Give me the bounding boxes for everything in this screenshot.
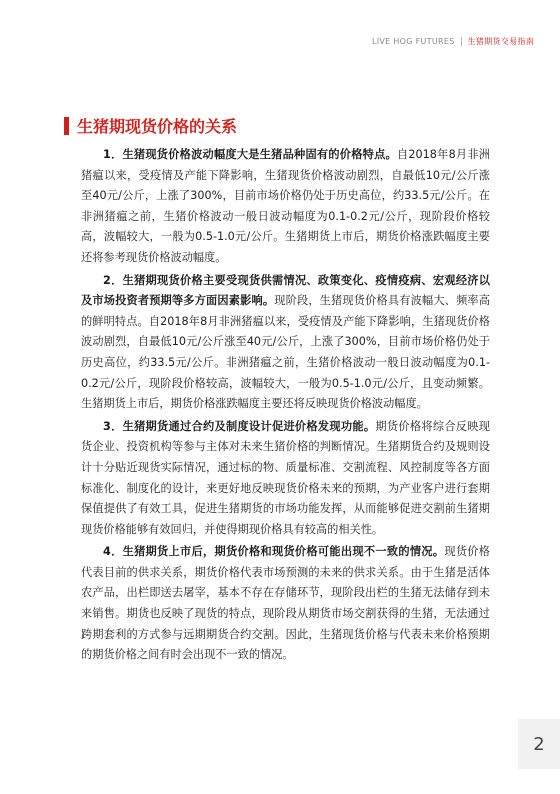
paragraph-1 — [81, 145, 490, 269]
paragraph-4-text: 现货价格代表目前的供求关系，期货价格代表市场预测的未来的供求关系。由于生猪是活体农产品，出栏即送去屠宰，基本不存在存储环节，现阶段出栏的生猪无法储存到未来销售。期货也反映了现货的特点，现阶段从期货市场交割获得的生猪，无法通过跨期套利的方式参与远期期货合约交割。因此，生猪现货价格与代表未来价格预期的期货价格之间有时会出现不一致的情况。 — [81, 545, 490, 662]
paragraph-3-text: 期货价格将综合反映现货企业、投资机构等参与主体对未来生猪价格的判断情况。生猪期货合约及规则设计十分贴近现货实际情况，通过标的物、质量标准、交割流程、风控制度等各方面标准化、制度化的设计，来更好地反映现货价格未来的预期，为产业客户进行套期保值提供了有效工具，促进生猪期货的市场功能发挥，从而能够促进交割前生猪期现货价格能够有效回归，并使得期现价格具有较高的相关性。 — [81, 419, 490, 536]
header-english-label: LIVE HOG FUTURES — [371, 37, 455, 46]
paragraph-2 — [81, 271, 490, 415]
paragraph-1-lead: 1．生猪现货价格波动幅度大是生猪品种固有的价格特点。 — [103, 148, 397, 161]
paragraph-3-lead: 3．生猪期货通过合约及制度设计促进价格发现功能。 — [103, 419, 376, 433]
page-number-tab — [518, 719, 560, 769]
section-heading — [64, 114, 237, 137]
header-divider — [461, 37, 462, 46]
paragraph-1-text: 自2018年8月非洲猪瘟以来，受疫情及产能下降影响，生猪现货价格波动剧烈，自最低10元/公斤涨至40元/公斤，上涨了300%，目前市场价格仍处于历史高位，约33.5元/公斤。在非洲猪瘟之前，生猪价格波动一般日波动幅度为0.1-0.2元/公斤，现阶段价格较高，波幅较大，一般为0.5-1.0元/公斤。生猪期货上市后，期货价格涨跌幅度主要还将参考现货价格波动幅度。 — [81, 148, 490, 264]
header-chinese-label: 生猪期货交易指南 — [467, 37, 534, 46]
paragraph-3 — [81, 417, 490, 541]
paragraph-4-lead: 4．生猪期货上市后，期货价格和现货价格可能出现不一致的情况。 — [103, 545, 445, 559]
article-body — [81, 145, 490, 668]
heading-accent-bar — [64, 117, 69, 135]
paragraph-4 — [81, 542, 490, 666]
section-title: 生猪期现货价格的关系 — [77, 117, 238, 136]
paragraph-2-text: 现阶段，生猪现货价格具有波幅大、频率高的鲜明特点。自2018年8月非洲猪瘟以来，受疫情及产能下降影响，生猪现货价格波动剧烈，自最低10元/公斤涨至40元/公斤，上涨了300%，目前市场价格仍处于历史高位，约33.5元/公斤。非洲猪瘟之前，生猪价格波动一般日波动幅度为0.1-0.2元/公斤，现阶段价格较高，波幅较大，一般为0.5-1.0元/公斤，且变动频繁。生猪期货上市后，期货价格涨跌幅度主要还将反映现货价格波动幅度。 — [81, 294, 490, 411]
paragraph-2-lead: 2．生猪期现货价格主要受现货供需情况、政策变化、疫情疫病、宏观经济以及市场投资者预期等多方面因素影响。 — [81, 273, 490, 308]
page-header — [372, 36, 534, 47]
page-number: 2 — [533, 733, 545, 755]
